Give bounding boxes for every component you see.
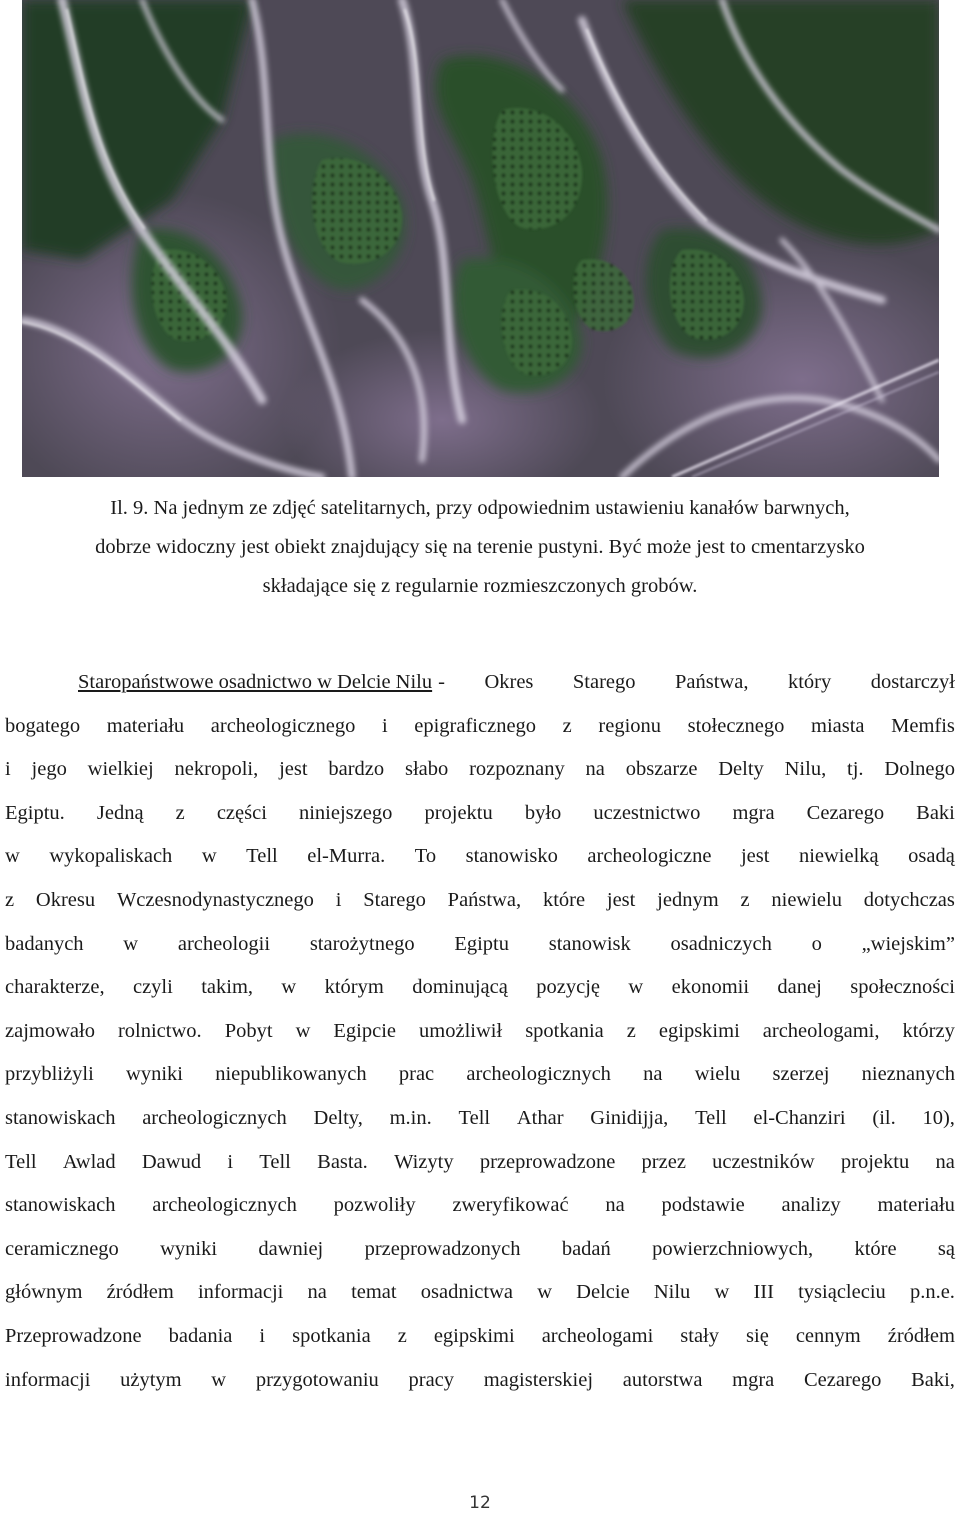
word: Egipcie [333, 1019, 397, 1042]
body-paragraph [5, 661, 955, 1402]
word: 10), [922, 1106, 955, 1129]
word: takim, [201, 976, 254, 999]
word: nieznanych [861, 1063, 955, 1086]
figure-caption [0, 489, 960, 606]
word: Nilu, [784, 758, 827, 781]
word: przeprowadzonych [364, 1237, 521, 1260]
word: stanowiskach [5, 1106, 116, 1129]
word: z [562, 714, 572, 737]
word: Tell [458, 1106, 491, 1129]
word: tj. [847, 758, 864, 781]
word: Ginidijja, [590, 1106, 669, 1129]
word: Tell [5, 1150, 37, 1173]
word: się [746, 1324, 769, 1347]
word: w [5, 845, 20, 868]
word: Egiptu. [5, 801, 65, 824]
word: Okresu [35, 888, 96, 911]
word: w [537, 1281, 552, 1304]
word: spotkania [525, 1019, 604, 1042]
word: Tell [259, 1150, 291, 1173]
word: regionu [598, 714, 662, 737]
text-line [5, 1097, 955, 1141]
word: umożliwił [419, 1019, 503, 1042]
word: Athar [516, 1106, 564, 1129]
text-line [5, 792, 955, 836]
word: autorstwa [622, 1368, 703, 1391]
word: stanowisko [465, 845, 558, 868]
word: Starego [572, 671, 636, 693]
word: Starego [363, 888, 426, 911]
text-line [5, 1315, 955, 1359]
word: Delcie [576, 1281, 630, 1304]
word: archeologami [541, 1324, 654, 1347]
word: przygotowaniu [255, 1368, 379, 1391]
word: mgra [732, 1368, 775, 1391]
word: tysiącleciu [798, 1281, 886, 1304]
word: spotkania [292, 1324, 371, 1347]
word: które [542, 888, 586, 911]
word: w [628, 976, 644, 999]
word: stanowiskach [5, 1194, 116, 1217]
text-line [5, 661, 955, 705]
word: szerzej [772, 1063, 830, 1086]
text-line [5, 1228, 955, 1272]
word: wielkiej [87, 758, 154, 781]
word: uczestników [712, 1150, 815, 1173]
word: „wiejskim” [861, 932, 955, 955]
word: badań [561, 1237, 611, 1260]
word: w [123, 932, 139, 955]
word: bogatego [5, 714, 81, 737]
word: było [524, 801, 562, 824]
word: jest [606, 888, 636, 911]
word: osadą [908, 845, 955, 868]
text-line [5, 835, 955, 879]
word: dostarczył [870, 671, 955, 693]
word: Delty, [313, 1106, 363, 1129]
word: podstawie [661, 1194, 745, 1217]
satellite-image [22, 0, 939, 477]
caption-line: składające się z regularnie rozmieszczonych grobów. [262, 575, 698, 597]
word: ekonomii [671, 976, 750, 999]
word: projektu [840, 1150, 910, 1173]
text-line [5, 966, 955, 1010]
word: wyniki [126, 1063, 183, 1086]
word: z [740, 888, 750, 911]
word: badanych [5, 932, 84, 955]
word: informacji [197, 1281, 284, 1304]
word: Państwa, [447, 888, 522, 911]
word: jednym [657, 888, 719, 911]
word: w [295, 1019, 311, 1042]
word: dominującą [412, 976, 508, 999]
word: jest [279, 758, 308, 781]
word: na [935, 1150, 955, 1173]
word: Cezarego [803, 1368, 882, 1391]
section-link[interactable]: Staropaństwowe osadnictwo w Delcie Nilu [78, 671, 433, 693]
word: Nilu [653, 1281, 691, 1304]
word: źródłem [887, 1324, 955, 1347]
word: użytym [120, 1368, 182, 1391]
word: egipskimi [658, 1019, 740, 1042]
word: materiału [877, 1194, 955, 1217]
word: niewielką [798, 845, 879, 868]
word: Pobyt [224, 1019, 273, 1042]
word: Baki, [911, 1368, 955, 1391]
word: i [335, 888, 342, 911]
word: w [201, 845, 217, 868]
text-line [5, 1184, 955, 1228]
text-line [5, 923, 955, 967]
word: Memfis [891, 714, 955, 737]
word: i [381, 714, 388, 737]
word: na [605, 1194, 625, 1217]
word: Egiptu [454, 932, 509, 955]
word: przez [641, 1150, 686, 1173]
word: w [281, 976, 297, 999]
word: materiału [106, 714, 185, 737]
word: i [259, 1324, 266, 1347]
word: jest [740, 845, 770, 868]
word: społeczności [850, 976, 955, 999]
word: które [854, 1237, 897, 1260]
word: powierzchniowych, [652, 1237, 814, 1260]
word: Wczesnodynastycznego [116, 888, 314, 911]
text-line [5, 1141, 955, 1185]
word: uczestnictwo [593, 801, 701, 824]
word: Jedną [96, 801, 144, 824]
word: na [307, 1281, 327, 1304]
word: zajmowało [5, 1019, 95, 1042]
word: Awlad [62, 1150, 116, 1173]
word: archeologicznego [210, 714, 356, 737]
text-line-rest [438, 661, 955, 705]
text-line [5, 1359, 955, 1403]
word: Delty [718, 758, 764, 781]
word: niepublikowanych [215, 1063, 367, 1086]
word: w [211, 1368, 227, 1391]
word: prac [398, 1063, 435, 1086]
word: el-Chanziri [753, 1106, 846, 1129]
text-line [5, 1271, 955, 1315]
word: bardzo [328, 758, 385, 781]
word: są [937, 1237, 955, 1260]
word: stanowisk [548, 932, 631, 955]
word: nekropoli, [174, 758, 259, 781]
word: zweryfikować [452, 1194, 569, 1217]
word: dawniej [258, 1237, 324, 1260]
text-line [5, 1053, 955, 1097]
word: Basta. [317, 1150, 368, 1173]
word: temat [351, 1281, 397, 1304]
word: na [585, 758, 605, 781]
word: którym [324, 976, 384, 999]
word: m.in. [389, 1106, 432, 1129]
word: pozwoliły [333, 1194, 416, 1217]
word: Dolnego [884, 758, 955, 781]
word: niniejszego [298, 801, 393, 824]
word: archeologicznych [466, 1063, 611, 1086]
word: Dawud [141, 1150, 202, 1173]
word: analizy [781, 1194, 841, 1217]
word: przybliżyli [5, 1063, 94, 1086]
word: Tell [695, 1106, 727, 1129]
word: epigraficznego [414, 714, 537, 737]
word: ceramicznego [5, 1237, 119, 1260]
word: Cezarego [806, 801, 885, 824]
word: el-Murra. [307, 845, 386, 868]
word: stały [680, 1324, 719, 1347]
word: głównym [5, 1281, 83, 1304]
word: z [175, 801, 185, 824]
word: archeologii [177, 932, 271, 955]
word: który [787, 671, 832, 693]
caption-line: Il. 9. Na jednym ze zdjęć satelitarnych, przy odpowiednim ustawieniu kanałów barwnych, [110, 497, 850, 519]
word: z [5, 888, 15, 911]
word: Tell [246, 845, 278, 868]
word: Okres [484, 671, 534, 693]
word: Wizyty [394, 1150, 454, 1173]
word: informacji [5, 1368, 91, 1391]
word: jego [31, 758, 67, 781]
word: i [227, 1150, 234, 1173]
word: na [643, 1063, 663, 1086]
word: III [753, 1281, 774, 1304]
word: projektu [424, 801, 493, 824]
word: stołecznego [687, 714, 785, 737]
word: To [414, 845, 437, 868]
word: starożytnego [309, 932, 415, 955]
word: którzy [902, 1019, 955, 1042]
word: części [216, 801, 267, 824]
word: miasta [811, 714, 865, 737]
word: dotychczas [863, 888, 955, 911]
text-line [5, 1010, 955, 1054]
word: - [438, 671, 445, 693]
word: rolnictwo. [117, 1019, 202, 1042]
word: Przeprowadzone [5, 1324, 142, 1347]
caption-line: dobrze widoczny jest obiekt znajdujący się na terenie pustyni. Być może jest to cmentarzysko [95, 536, 865, 558]
word: o [811, 932, 822, 955]
page-number: 12 [469, 1493, 491, 1513]
word: słabo [404, 758, 449, 781]
word: w [714, 1281, 730, 1304]
word: rozpoznany [469, 758, 565, 781]
word: archeologicznych [142, 1106, 287, 1129]
word: danej [777, 976, 822, 999]
word: przeprowadzone [479, 1150, 616, 1173]
word: i [5, 758, 11, 781]
text-line [5, 879, 955, 923]
word: osadniczych [670, 932, 772, 955]
word: czyli [132, 976, 173, 999]
word: wielu [694, 1063, 741, 1086]
word: wykopaliskach [49, 845, 173, 868]
word: (il. [872, 1106, 896, 1129]
word: Baki [916, 801, 955, 824]
word: obszarze [625, 758, 698, 781]
word: osadnictwa [420, 1281, 514, 1304]
word: niewielu [771, 888, 842, 911]
text-line [5, 748, 955, 792]
word: p.n.e. [909, 1281, 955, 1304]
word: badania [168, 1324, 233, 1347]
word: charakterze, [5, 976, 105, 999]
word: wyniki [160, 1237, 218, 1260]
word: cennym [795, 1324, 861, 1347]
word: archeologicznych [152, 1194, 297, 1217]
text-line [5, 705, 955, 749]
word: magisterskiej [483, 1368, 594, 1391]
word: z [626, 1019, 636, 1042]
word: pracy [408, 1368, 455, 1391]
word: Państwa, [675, 671, 749, 693]
word: z [397, 1324, 407, 1347]
word: archeologami, [762, 1019, 880, 1042]
word: pozycję [536, 976, 600, 999]
word: źródłem [106, 1281, 174, 1304]
word: egipskimi [433, 1324, 515, 1347]
word: archeologiczne [587, 845, 712, 868]
word: mgra [732, 801, 775, 824]
